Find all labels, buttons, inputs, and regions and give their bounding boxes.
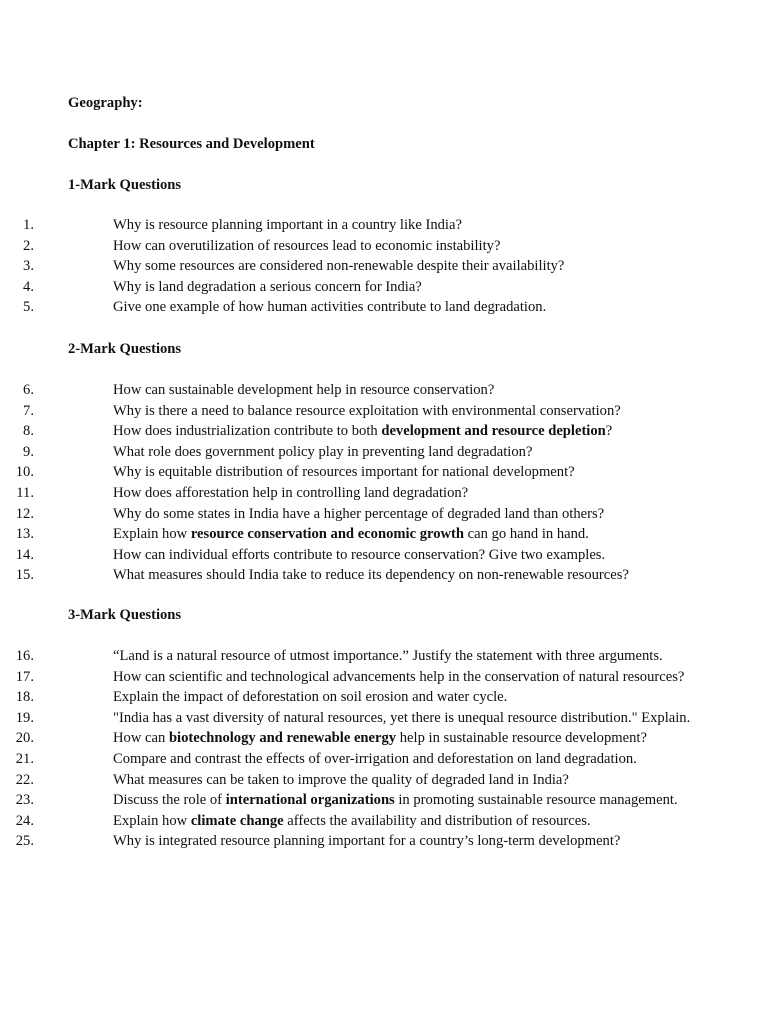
question-number: 14. [15, 546, 34, 563]
section-title-3-mark: 3-Mark Questions [68, 607, 182, 623]
question-text [113, 667, 700, 688]
question-number: 11. [16, 484, 34, 501]
question-text [113, 462, 700, 483]
text-segment: How can scientific and technological advancements help in the conservation of natural resources? [113, 668, 685, 685]
question-text [113, 256, 700, 277]
question-text [113, 483, 700, 504]
question-number: 22. [15, 771, 34, 788]
question-text [113, 811, 700, 832]
question-number: 20. [15, 730, 34, 747]
question-text [113, 565, 700, 586]
bold-phrase: climate change [190, 812, 284, 829]
question-item [0, 749, 700, 770]
bold-phrase: development and resource depletion [381, 423, 606, 440]
question-text [113, 236, 700, 257]
question-text [113, 770, 700, 791]
question-item [0, 442, 700, 463]
question-number: 19. [15, 709, 34, 726]
question-item [0, 380, 700, 401]
question-number: 8. [23, 423, 34, 440]
question-number: 17. [15, 668, 34, 685]
question-item [0, 524, 700, 545]
text-segment: Why is there a need to balance resource exploitation with environmental conservation? [113, 402, 621, 419]
bold-phrase: international organizations [225, 792, 395, 809]
question-item [0, 565, 700, 586]
question-item [0, 215, 700, 236]
question-number: 25. [15, 833, 34, 850]
question-number: 9. [23, 443, 34, 460]
question-item [0, 646, 700, 667]
question-item [0, 236, 700, 257]
section-title-2-mark: 2-Mark Questions [68, 341, 182, 357]
text-segment: “Land is a natural resource of utmost importance.” Justify the statement with three arguments. [113, 648, 663, 664]
question-number: 7. [23, 402, 34, 419]
text-segment: Why some resources are considered non-renewable despite their availability? [113, 258, 565, 275]
question-text [113, 728, 700, 749]
text-segment: Explain how [113, 526, 191, 543]
question-number: 21. [15, 750, 34, 767]
text-segment: How does afforestation help in controlling land degradation? [113, 484, 469, 501]
question-item [0, 770, 700, 791]
question-number: 12. [15, 505, 34, 522]
question-list-1-mark [0, 215, 700, 318]
question-item [0, 687, 700, 708]
question-number: 6. [23, 382, 34, 398]
question-number: 13. [15, 526, 34, 543]
text-segment: in promoting sustainable resource management. [394, 792, 678, 809]
question-item [0, 811, 700, 832]
question-number: 5. [23, 299, 34, 316]
subject-heading: Geography: [68, 95, 143, 111]
question-item [0, 421, 700, 442]
question-item [0, 256, 700, 277]
question-item [0, 667, 700, 688]
text-segment: Why is land degradation a serious concern for India? [113, 278, 422, 295]
question-item [0, 297, 700, 318]
text-segment: What measures should India take to reduce its dependency on non-renewable resources? [113, 567, 629, 584]
question-text [113, 277, 700, 298]
question-text [113, 687, 700, 708]
text-segment: Explain how [113, 812, 191, 829]
question-item [0, 277, 700, 298]
question-item [0, 728, 700, 749]
text-segment: Give one example of how human activities contribute to land degradation. [113, 299, 547, 316]
question-text [113, 749, 700, 770]
question-number: 16. [15, 648, 34, 664]
question-text [113, 297, 700, 318]
text-segment: affects the availability and distribution of resources. [283, 812, 591, 829]
question-item [0, 462, 700, 483]
text-segment: help in sustainable resource development? [396, 730, 647, 747]
question-list-3-mark [0, 646, 700, 852]
text-segment: Why is resource planning important in a country like India? [113, 217, 462, 233]
section-title-1-mark: 1-Mark Questions [68, 177, 182, 193]
question-text [113, 545, 700, 566]
text-segment: can go hand in hand. [464, 526, 589, 543]
question-number: 2. [23, 237, 34, 254]
question-text [113, 790, 700, 811]
text-segment: "India has a vast diversity of natural resources, yet there is unequal resource distribution." Explain. [113, 709, 691, 726]
question-text [113, 646, 700, 667]
text-segment: Why is integrated resource planning important for a country’s long-term development? [113, 833, 621, 850]
question-number: 15. [15, 567, 34, 584]
question-number: 24. [15, 812, 34, 829]
question-item [0, 708, 700, 729]
question-number: 10. [15, 464, 34, 481]
text-segment: What measures can be taken to improve the quality of degraded land in India? [113, 771, 569, 788]
question-text [113, 401, 700, 422]
text-segment: ? [605, 423, 613, 440]
question-text [113, 442, 700, 463]
text-segment: How can individual efforts contribute to resource conservation? Give two examples. [113, 546, 606, 563]
question-text [113, 380, 700, 401]
question-text [113, 708, 700, 729]
text-segment: Explain the impact of deforestation on soil erosion and water cycle. [113, 689, 508, 706]
text-segment: Compare and contrast the effects of over-irrigation and deforestation on land degradation. [113, 750, 637, 767]
question-text [113, 504, 700, 525]
question-text [113, 421, 700, 442]
question-number: 23. [15, 792, 34, 809]
text-segment: How can overutilization of resources lead to economic instability? [113, 237, 501, 254]
question-number: 18. [15, 689, 34, 706]
chapter-title: Chapter 1: Resources and Development [68, 136, 315, 152]
question-number: 1. [23, 217, 34, 233]
question-item [0, 504, 700, 525]
text-segment: How can sustainable development help in resource conservation? [113, 382, 495, 398]
question-number: 4. [23, 278, 34, 295]
question-item [0, 790, 700, 811]
question-text [113, 524, 700, 545]
question-item [0, 483, 700, 504]
text-segment: Why is equitable distribution of resources important for national development? [113, 464, 575, 481]
question-text [113, 215, 700, 236]
bold-phrase: biotechnology and renewable energy [168, 730, 397, 747]
text-segment: Discuss the role of [113, 792, 226, 809]
question-item [0, 401, 700, 422]
bold-phrase: resource conservation and economic growth [190, 526, 465, 543]
text-segment: How can [113, 730, 169, 747]
text-segment: What role does government policy play in preventing land degradation? [113, 443, 533, 460]
question-item [0, 545, 700, 566]
question-number: 3. [23, 258, 34, 275]
question-item [0, 831, 700, 852]
text-segment: How does industrialization contribute to both [113, 423, 382, 440]
question-text [113, 831, 700, 852]
question-list-2-mark [0, 380, 700, 586]
text-segment: Why do some states in India have a higher percentage of degraded land than others? [113, 505, 605, 522]
